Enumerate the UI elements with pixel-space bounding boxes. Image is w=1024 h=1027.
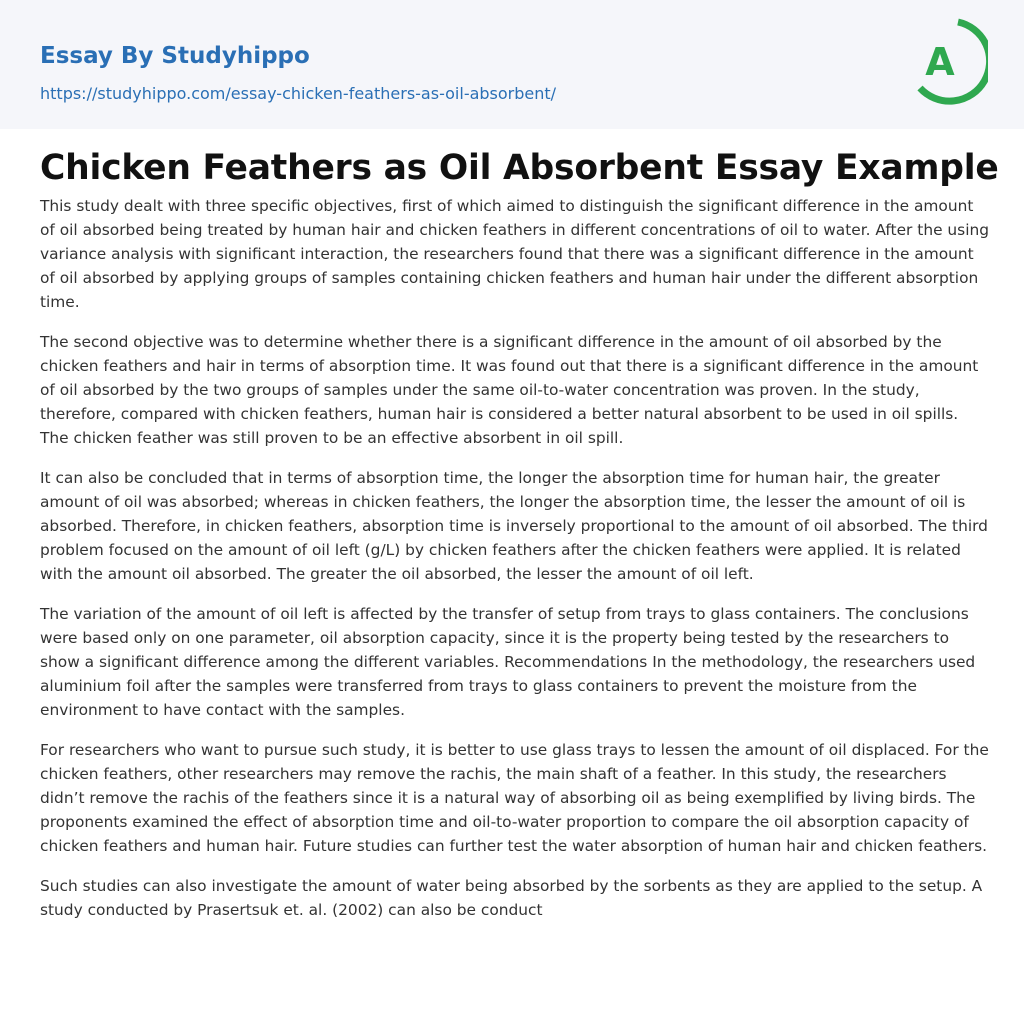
paragraph-1: This study dealt with three specific objectives, first of which aimed to distinguish the significant difference in the amount of oil absorbed being treated by human hair and chicken feathers in different concentrations of oil to water. After the using variance analysis with significant interaction, the researchers found that there was a significant difference in the amount of oil absorbed by applying groups of samples containing chicken feathers and human hair under the different absorption time.	[40, 197, 990, 311]
paragraph-3: It can also be concluded that in terms of absorption time, the longer the absorption time for human hair, the greater amount of oil was absorbed; whereas in chicken feathers, the longer the absorption time, the lesser the amount of oil is absorbed. Therefore, in chicken feathers, absorption time is inversely proportional to the amount of oil absorbed. The third problem focused on the amount of oil left (g/L) by chicken feathers after the chicken feathers were applied. It is related with the amount oil absorbed. The greater the oil absorbed, the lesser the amount of oil left.	[40, 469, 988, 583]
article-title: Chicken Feathers as Oil Absorbent Essay Example	[40, 148, 999, 188]
paragraph-5: For researchers who want to pursue such study, it is better to use glass trays to lessen the amount of oil displaced. For the chicken feathers, other researchers may remove the rachis, the main shaft of a feather. In this study, the researchers didn’t remove the rachis of the feathers since it is a natural way of absorbing oil as being exemplified by living birds. The proponents examined the effect of absorption time and oil-to-water proportion to compare the oil absorption capacity of chicken feathers and human hair. Future studies can further test the water absorption of human hair and chicken feathers.	[40, 741, 989, 855]
article-url-link[interactable]: https://studyhippo.com/essay-chicken-feathers-as-oil-absorbent/	[40, 84, 557, 103]
paragraph-4: The variation of the amount of oil left is affected by the transfer of setup from trays to glass containers. The conclusions were based only on one parameter, oil absorption capacity, since it is the property being tested by the researchers to show a significant difference among the different variables. Recommendations In the methodology, the researchers used aluminium foil after the samples were transferred from trays to glass containers to prevent the moisture from the environment to have contact with the samples.	[40, 605, 976, 719]
site-brand[interactable]: Essay By Studyhippo	[40, 43, 310, 69]
paragraph-2: The second objective was to determine whether there is a significant difference in the amount of oil absorbed by the chicken feathers and hair in terms of absorption time. It was found out that there is a significant difference in the amount of oil absorbed by the two groups of samples under the same oil-to-water concentration was proven. In the study, therefore, compared with chicken feathers, human hair is considered a better natural absorbent to be used in oil spills. The chicken feather was still proven to be an effective absorbent in oil spill.	[40, 333, 979, 447]
logo-letter: A	[925, 40, 955, 84]
article-body	[40, 194, 990, 938]
paragraph-6: Such studies can also investigate the amount of water being absorbed by the sorbents as they are applied to the setup. A study conducted by Prasertsuk et. al. (2002) can also be conduct	[40, 877, 983, 919]
